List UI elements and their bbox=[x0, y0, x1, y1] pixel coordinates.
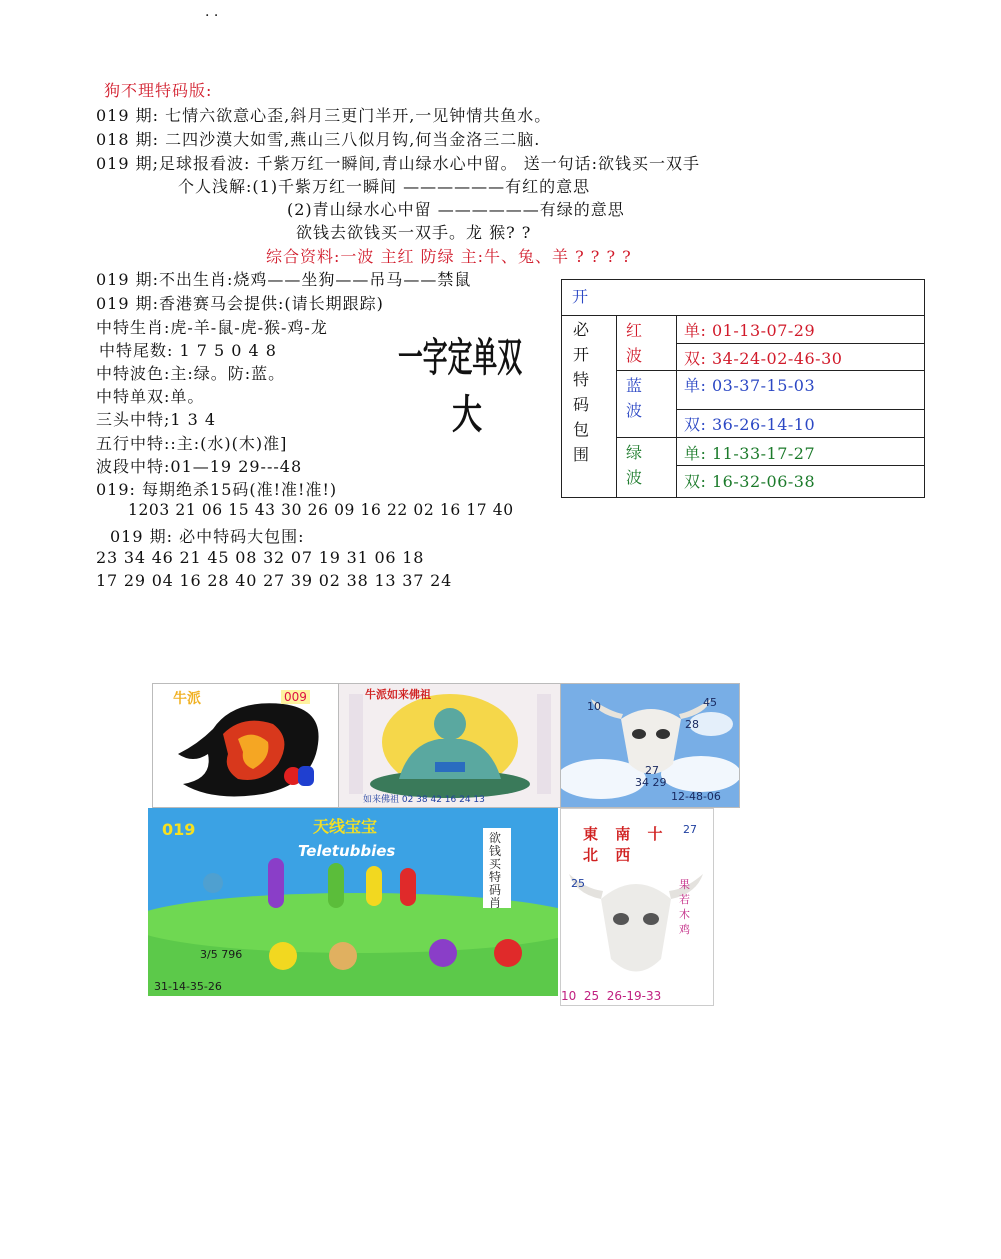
img4-title: 天线宝宝 bbox=[313, 817, 378, 836]
color-wave-table bbox=[561, 279, 925, 498]
table-header bbox=[562, 280, 924, 316]
text-line: 019 期;足球报看波: 千紫万红一瞬间,青山绿水心中留。 送一句话:欲钱买一双手 bbox=[96, 154, 701, 173]
stamp-big: 大 bbox=[452, 392, 482, 438]
text-line: 019 期:香港赛马会提供:(请长期跟踪) bbox=[96, 294, 384, 313]
img5-footer: 10 25 26-19-33 bbox=[561, 989, 662, 1003]
green-even-row: 双: 16-32-06-38 bbox=[684, 472, 816, 491]
text-line: 欲钱去欲钱买一双手。龙 猴? ? bbox=[296, 223, 532, 242]
text-line: 019 期: 七情六欲意心歪,斜月三更门半开,一见钟情共鱼水。 bbox=[96, 106, 552, 125]
img3-num: 10 bbox=[587, 700, 601, 713]
numbers-row: 23 34 46 21 45 08 32 07 19 31 06 18 bbox=[96, 548, 425, 567]
blue-wave-label: 蓝 波 bbox=[625, 376, 642, 420]
fire-emblem-image bbox=[152, 683, 340, 808]
blue-odd-row: 单: 03-37-15-03 bbox=[684, 376, 816, 395]
text-line: 五行中特::主:(水)(木)准] bbox=[96, 434, 288, 453]
img3-num: 34 29 bbox=[635, 776, 667, 789]
img5-num: 27 bbox=[683, 823, 697, 836]
img3-num: 28 bbox=[685, 718, 699, 731]
img4-brand: Teletubbies bbox=[298, 842, 396, 860]
side-label: 必 开 特 码 包 围 bbox=[572, 320, 589, 464]
img5-compass: 東 南 十 北 西 bbox=[583, 825, 669, 864]
img5-side: 果若木鸡 bbox=[679, 878, 690, 936]
numbers-row: 17 29 04 16 28 40 27 39 02 38 13 37 24 bbox=[96, 571, 453, 590]
text-line: 波段中特:01—19 29---48 bbox=[96, 457, 303, 476]
img3-footer: 12-48-06 bbox=[671, 790, 721, 803]
text-line: 019 期: 必中特码大包围: bbox=[110, 527, 305, 546]
text-line: 019: 每期绝杀15码(准!准!准!) bbox=[96, 480, 338, 499]
img4-badge: 019 bbox=[162, 820, 196, 839]
teletubbies-image bbox=[148, 808, 558, 996]
img2-footer: 如来佛祖 02 38 42 16 24 13 bbox=[363, 795, 485, 805]
text-line: 中特单双:单。 bbox=[96, 387, 205, 406]
page-title: 狗不理特码版: bbox=[104, 81, 213, 100]
buddha-image bbox=[338, 683, 562, 808]
skull-sky-image bbox=[560, 683, 740, 808]
text-line: (2)青山绿水心中留 ——————有绿的意思 bbox=[287, 200, 625, 219]
img3-num: 45 bbox=[703, 696, 717, 709]
text-line: 中特波色:主:绿。防:蓝。 bbox=[96, 364, 286, 383]
text-line: 三头中特;1 3 4 bbox=[96, 410, 217, 429]
img4-sign: 欲钱买特码肖 bbox=[489, 831, 502, 910]
table-header-label: 开 bbox=[572, 287, 589, 306]
text-line: 中特尾数: 1 7 5 0 4 8 bbox=[99, 341, 277, 360]
red-wave-label: 红 波 bbox=[625, 321, 642, 365]
img1-banner: 牛派 bbox=[173, 691, 201, 707]
red-odd-row: 单: 01-13-07-29 bbox=[684, 321, 816, 340]
img1-caption: 009 bbox=[281, 690, 310, 704]
text-line: 018 期: 二四沙漠大如雪,燕山三八似月钩,何当金洛三二脑. bbox=[96, 130, 541, 149]
top-dots: · · bbox=[205, 8, 219, 24]
stamp-single-double: 一字定单双 bbox=[398, 335, 522, 381]
img4-bottom: 31-14-35-26 bbox=[154, 980, 222, 993]
text-line: 中特生肖:虎-羊-鼠-虎-猴-鸡-龙 bbox=[96, 318, 328, 337]
green-odd-row: 单: 11-33-17-27 bbox=[684, 444, 816, 463]
img2-banner: 牛派如来佛祖 bbox=[365, 688, 431, 701]
img4-nums: 3/5 796 bbox=[200, 948, 243, 961]
green-wave-label: 绿 波 bbox=[625, 443, 642, 487]
skull-compass-image bbox=[560, 808, 714, 1006]
img5-num: 25 bbox=[571, 877, 585, 890]
text-line: 019 期:不出生肖:烧鸡——坐狗——吊马——禁鼠 bbox=[96, 270, 472, 289]
text-line: 个人浅解:(1)千紫万红一瞬间 ——————有红的意思 bbox=[178, 177, 591, 196]
blue-even-row: 双: 36-26-14-10 bbox=[684, 415, 816, 434]
red-even-row: 双: 34-24-02-46-30 bbox=[684, 349, 843, 368]
summary-line: 综合资料:一波 主红 防绿 主:牛、兔、羊 ? ? ? ? bbox=[266, 247, 632, 266]
kill-numbers: 1203 21 06 15 43 30 26 09 16 22 02 16 17 40 bbox=[128, 501, 514, 519]
img3-num: 27 bbox=[645, 764, 659, 777]
